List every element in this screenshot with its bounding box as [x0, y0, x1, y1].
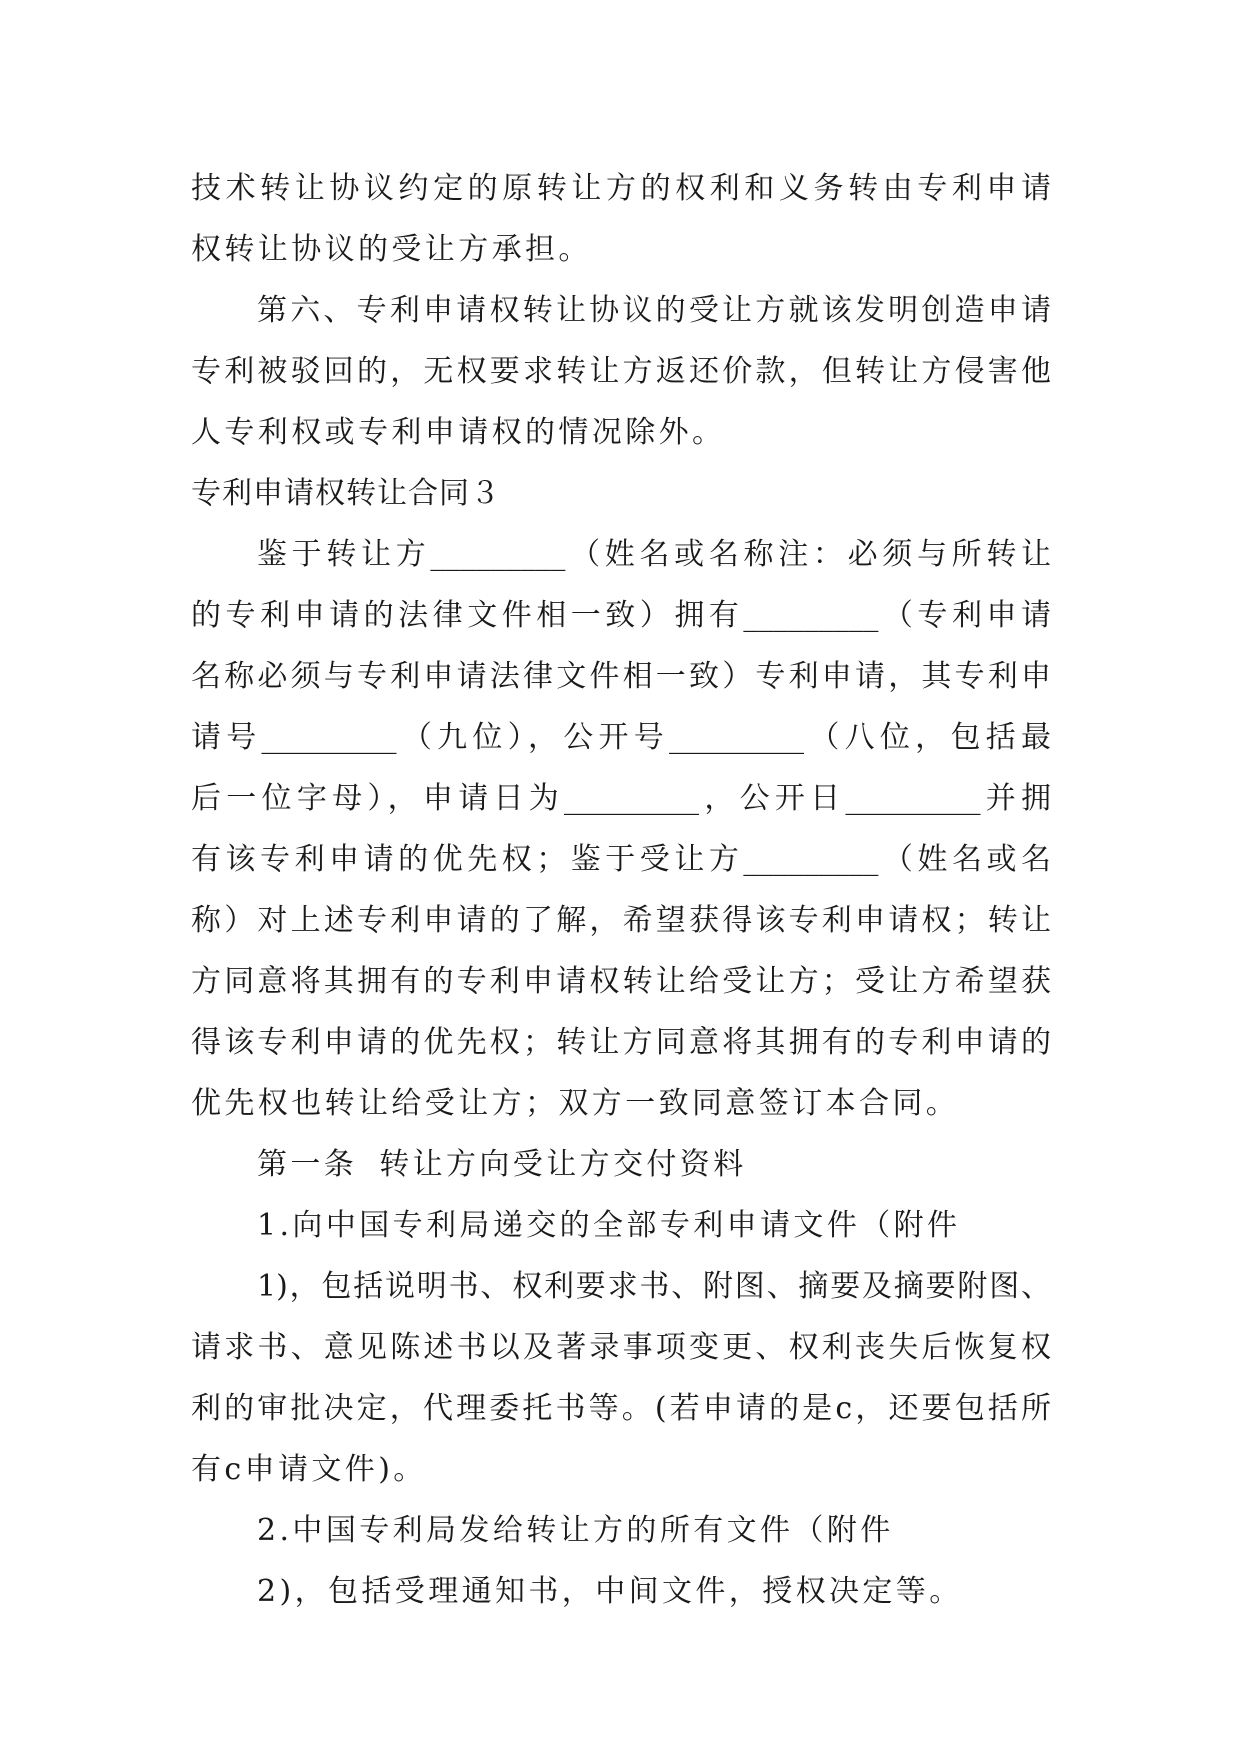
- paragraph-line: 称）对上述专利申请的了解，希望获得该专利申请权；转让: [191, 903, 1051, 938]
- paragraph-line: 利的审批决定，代理委托书等。(若申请的是c，还要包括所: [191, 1391, 1051, 1426]
- paragraph-line: 权转让协议的受让方承担。: [191, 232, 592, 267]
- paragraph-line: 人专利权或专利申请权的情况除外。: [191, 415, 726, 450]
- article-heading: [191, 1134, 1051, 1195]
- paragraph-line: 第六、专利申请权转让协议的受让方就该发明创造申请: [257, 293, 1051, 328]
- paragraph-line: 请求书、意见陈述书以及著录事项变更、权利丧失后恢复权: [191, 1330, 1051, 1365]
- document-body: [191, 158, 1051, 1622]
- paragraph-line: 有c申请文件)。: [191, 1452, 427, 1487]
- section-title: 专利申请权转让合同３: [191, 476, 501, 511]
- paragraph-line: 方同意将其拥有的专利申请权转让给受让方；受让方希望获: [191, 964, 1051, 999]
- paragraph-line: 有该专利申请的优先权；鉴于受让方_________（姓名或名: [191, 842, 1051, 877]
- paragraph-line: 的专利申请的法律文件相一致）拥有_________（专利申请: [191, 598, 1051, 633]
- paragraph-line: 优先权也转让给受让方；双方一致同意签订本合同。: [191, 1086, 960, 1121]
- paragraph-line: 1)，包括说明书、权利要求书、附图、摘要及摘要附图、: [257, 1269, 1051, 1304]
- article-number: 第一条: [257, 1147, 358, 1182]
- article-title: 转让方向受让方交付资料: [379, 1147, 747, 1182]
- paragraph-line: 请号_________（九位），公开号_________（八位，包括最: [191, 720, 1051, 755]
- paragraph-line: 后一位字母），申请日为_________，公开日_________并拥: [191, 781, 1051, 816]
- paragraph-line: 技术转让协议约定的原转让方的权利和义务转由专利申请: [191, 171, 1051, 206]
- paragraph-line: 名称必须与专利申请法律文件相一致）专利申请，其专利申: [191, 659, 1051, 694]
- paragraph-line: 2)，包括受理通知书，中间文件，授权决定等。: [257, 1574, 963, 1609]
- paragraph-line: 专利被驳回的，无权要求转让方返还价款，但转让方侵害他: [191, 354, 1051, 389]
- paragraph-line: 得该专利申请的优先权；转让方同意将其拥有的专利申请的: [191, 1025, 1051, 1060]
- list-item-line: 1.向中国专利局递交的全部专利申请文件（附件: [257, 1208, 961, 1243]
- list-item-line: 2.中国专利局发给转让方的所有文件（附件: [257, 1513, 894, 1548]
- paragraph-line: 鉴于转让方_________（姓名或名称注：必须与所转让: [257, 537, 1051, 572]
